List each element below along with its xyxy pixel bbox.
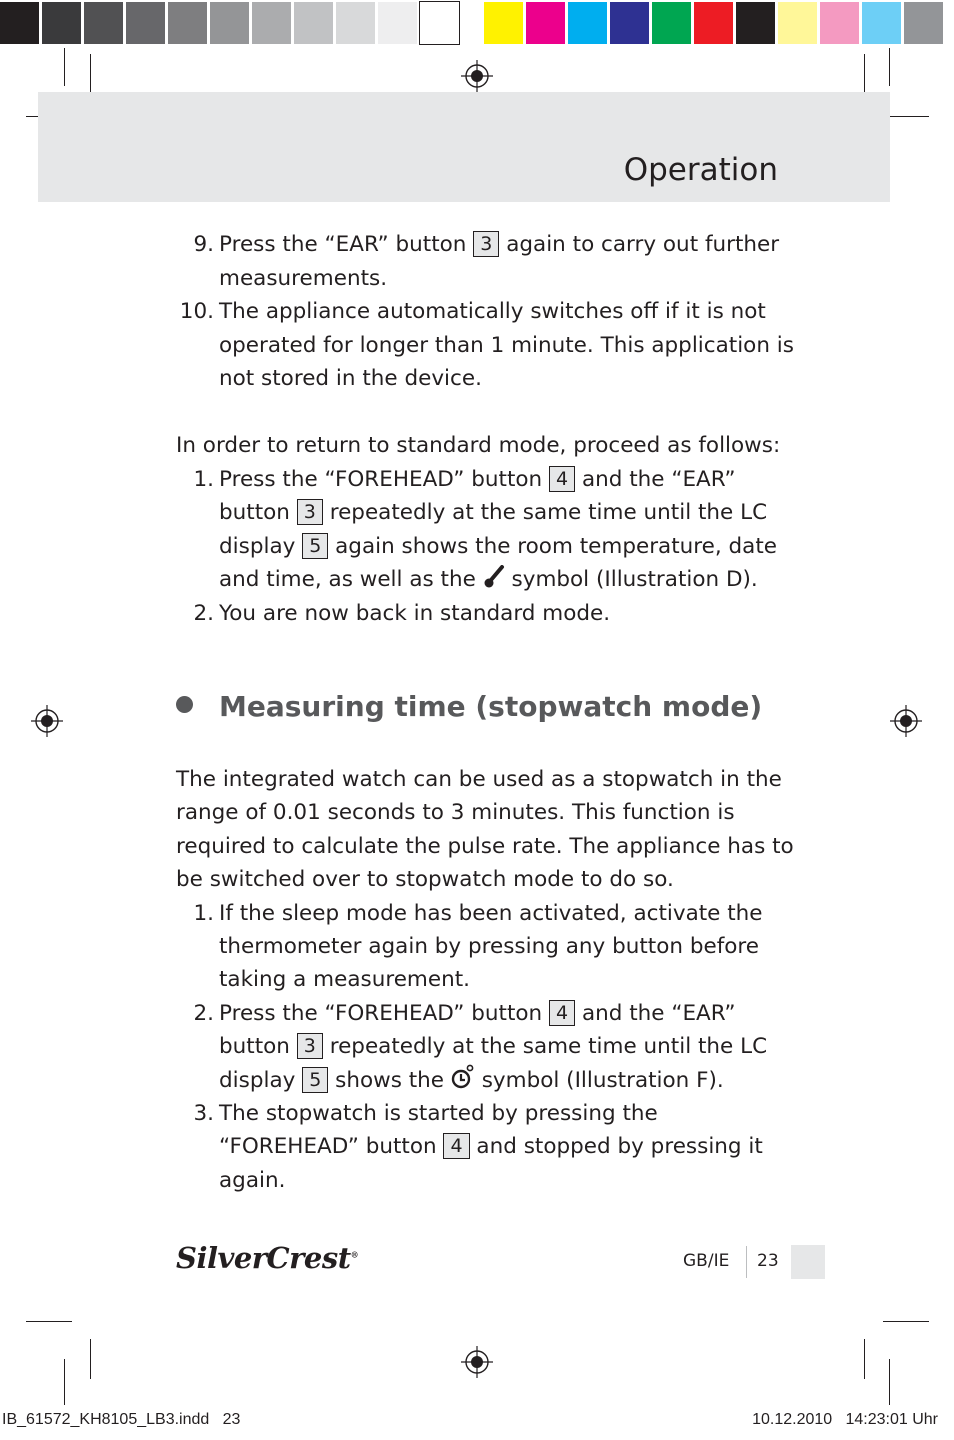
color-swatch <box>420 2 459 44</box>
item-text: and the “EAR” button <box>219 1000 736 1060</box>
reference-number-box: 3 <box>297 1033 323 1059</box>
slug-file-info: IB_61572_KH8105_LB3.indd 23 <box>2 1411 241 1428</box>
slug-timestamp: 10.12.2010 14:23:01 Uhr <box>752 1411 938 1428</box>
list-item <box>176 897 796 997</box>
process-color-bar <box>484 0 943 46</box>
intro-paragraph: In order to return to standard mode, proceed as follows: <box>176 432 781 458</box>
color-swatch <box>42 2 81 44</box>
color-swatch <box>484 2 523 44</box>
item-text: symbol (Illustration D). <box>511 567 758 593</box>
color-swatch <box>652 2 691 44</box>
registration-mark-icon <box>890 705 922 737</box>
item-number: 1. <box>193 900 214 926</box>
color-swatch <box>526 2 565 44</box>
page-tab-marker <box>791 1245 825 1279</box>
crop-mark <box>26 1321 72 1322</box>
registration-mark-icon <box>461 1346 493 1378</box>
registered-mark: ® <box>350 1249 359 1260</box>
section-stopwatch-steps <box>176 763 796 1197</box>
page-title: Operation <box>623 152 778 188</box>
crop-mark <box>90 1339 91 1379</box>
item-text: shows the <box>335 1067 445 1093</box>
section-operation-steps <box>176 228 796 631</box>
color-swatch <box>862 2 901 44</box>
reference-number-box: 4 <box>443 1133 469 1159</box>
item-text: again to carry out further measurements. <box>219 232 780 291</box>
crop-mark <box>64 1359 65 1405</box>
list-item <box>176 597 796 631</box>
list-item <box>176 228 796 295</box>
item-number: 9. <box>193 232 214 257</box>
color-swatch <box>736 2 775 44</box>
section-heading-text: Measuring time (stopwatch mode) <box>219 690 763 723</box>
item-text: The stopwatch is started by pressing the “FOREHEAD” button <box>219 1101 658 1160</box>
item-number: 2. <box>193 600 214 626</box>
list-item <box>176 295 796 396</box>
item-text: The appliance automatically switches off if it is not operated for longer than 1 minute. This application is not stored in the device. <box>219 299 794 392</box>
list-item <box>176 1097 796 1197</box>
item-text: and the “EAR” button <box>219 466 736 526</box>
list-item <box>176 997 796 1097</box>
color-swatch <box>126 2 165 44</box>
registration-mark-icon <box>31 705 63 737</box>
item-number: 2. <box>193 1000 214 1026</box>
color-swatch <box>168 2 207 44</box>
brand-logo-text: SilverCrest <box>176 1241 351 1275</box>
color-swatch <box>694 2 733 44</box>
item-text: again shows the room temperature, date and time, as well as the <box>219 533 778 593</box>
item-text: Press the “EAR” button <box>219 232 467 257</box>
color-swatch <box>294 2 333 44</box>
item-number: 10. <box>179 299 214 325</box>
page-number: 23 <box>757 1251 779 1271</box>
footer-divider <box>746 1246 747 1278</box>
item-number: 1. <box>193 466 214 492</box>
item-text: and stopped by pressing it again. <box>219 1134 763 1193</box>
color-swatch <box>568 2 607 44</box>
crop-mark <box>64 48 65 86</box>
item-text: Press the “FOREHEAD” button <box>219 466 543 492</box>
color-swatch <box>210 2 249 44</box>
color-swatch <box>378 2 417 44</box>
color-swatch <box>252 2 291 44</box>
registration-mark-icon <box>461 60 493 92</box>
brand-logo <box>176 1241 358 1275</box>
item-text: If the sleep mode has been activated, activate the thermometer again by pressing any button before taking a measurement. <box>219 900 763 993</box>
item-number: 3. <box>193 1101 214 1127</box>
color-swatch <box>336 2 375 44</box>
item-text: symbol (Illustration F). <box>481 1067 724 1093</box>
crop-mark <box>864 1339 865 1379</box>
reference-number-box: 5 <box>302 1067 328 1093</box>
color-swatch <box>778 2 817 44</box>
reference-number-box: 5 <box>302 533 328 559</box>
color-swatch <box>84 2 123 44</box>
color-swatch <box>904 2 943 44</box>
crop-mark <box>889 1359 890 1405</box>
color-swatch <box>610 2 649 44</box>
language-code: GB/IE <box>683 1251 730 1271</box>
item-text: Press the “FOREHEAD” button <box>219 1000 543 1026</box>
item-text: You are now back in standard mode. <box>219 600 611 626</box>
item-text: repeatedly at the same time until the LC display <box>219 1034 768 1093</box>
reference-number-box: 4 <box>549 1000 575 1026</box>
thermometer-icon <box>483 565 505 589</box>
section-heading <box>176 690 762 723</box>
crop-mark <box>883 1321 929 1322</box>
list-item <box>176 463 796 597</box>
crop-mark <box>889 48 890 86</box>
item-text: repeatedly at the same time until the LC display <box>219 500 768 559</box>
intro-paragraph: The integrated watch can be used as a stopwatch in the range of 0.01 seconds to 3 minutes. This function is required to calculate the pulse rate. The appliance has to be switched over to stopwatch mode to do so. <box>176 767 794 893</box>
grayscale-color-bar <box>0 0 459 46</box>
reference-number-box: 3 <box>473 231 499 257</box>
stopwatch-icon <box>451 1064 475 1090</box>
color-swatch <box>0 2 39 44</box>
bullet-icon <box>176 696 193 713</box>
reference-number-box: 3 <box>297 499 323 525</box>
reference-number-box: 4 <box>549 466 575 492</box>
color-swatch <box>820 2 859 44</box>
